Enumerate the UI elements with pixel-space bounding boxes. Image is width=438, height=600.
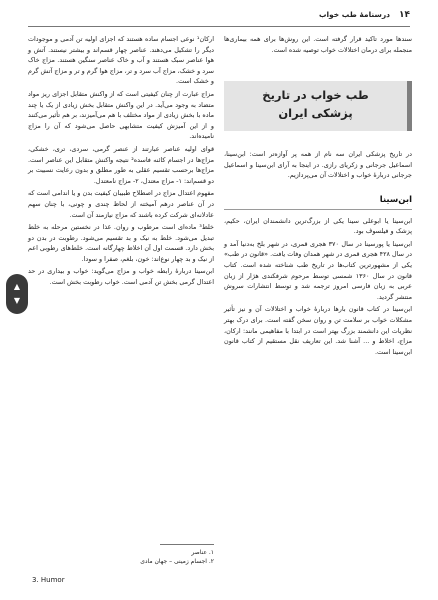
right-column (224, 34, 412, 359)
section-title-box (224, 81, 412, 131)
left-paragraph-5: خلط³ ماده‌ای است مرطوب و روان. غذا در نخستین مرحله به خلط تبدیل می‌شود. خلط به نیک و بد تقسیم می‌شود. رطوبت در بدن دو بخش دارد. قسمت اول آن اخلاط چهارگانه است. خلط‌های رطوبی اعم از نیک و بد چهار نوع‌اند: خون، بلغم، صفرا و سودا. (28, 223, 214, 263)
chevron-up-icon[interactable]: ▲ (13, 282, 21, 291)
left-paragraph-4: مفهوم اعتدال مزاج در اصطلاح طبیبان کیفیت بدن و یا اندامی است که در آن عناصر درهم آمیخته از لحاظ چندی و چونی، با چنان سهم عادلانه‌ای شرکت کرده باشند که مزاج نیازمند آن است. (28, 189, 214, 219)
header-divider (28, 26, 410, 27)
left-paragraph-6: ابن‌سینا دربارهٔ رابطه خواب و مزاج می‌گوید: خواب و بیداری در حد اعتدال گرمی بخش تن آدمی است. خواب رطوبت بخش است. (28, 267, 214, 287)
section-title-line1: طب خواب در تاریخ (262, 88, 369, 103)
intro-paragraph: سندها مورد تاکید قرار گرفته است. این روش‌ها برای همه بیماری‌ها منجمله برای درمان اختلالات خواب توصیه شده است. (224, 35, 412, 54)
subsection-heading: ابن‌سینا (379, 194, 412, 205)
subsection-paragraph-1: ابن‌سینا یا ابوعلی سینا یکی از بزرگ‌ترین دانشمندان ایران، حکیم، پزشک و فیلسوف بود. (224, 216, 412, 236)
footnote-3: 3. Humor (32, 576, 65, 584)
section-title-line2: پزشکی ایران (278, 106, 353, 121)
page-number: ۱۴ (399, 10, 410, 20)
subsection-divider (224, 209, 412, 210)
subsection-paragraph-3: ابن‌سینا در کتاب قانون بارها دربارهٔ خواب و اختلالات آن و نیز تأثیر مشکلات خواب بر سلامت تن و روان سخن گفته است. برای درک بهتر نظریات این دانشمند بزرگ بهتر است در ابتدا با مفاهیمی مانند: ارکان، مزاج، اخلاط و ... آشنا شد. این تعاریف نقل مستقیم از کتاب قانون ابن‌سینا است. (224, 305, 412, 356)
left-paragraph-3: قوای اولیه عناصر عبارتند از عنصر گرمی، سردی، تری، خشکی، مزاج‌ها در اجسام کائنه فاسده² نتیجه واکنش متقابل این عناصر است. مزاج‌ها برحسب تقسیم عقلی به طور مطلق و بدون رعایت نسبیت بر دو قسم‌اند: ۱- مزاج معتدل، ۲- مزاج نامعتدل. (28, 144, 214, 185)
footnote-2: ۲. اجسام زمینی – جهان مادی (140, 558, 214, 565)
page-scroll-control (6, 274, 28, 314)
left-paragraph-1: ارکان¹ نوعی اجسام ساده هستند که اجزای اولیه تن آدمی و موجودات دیگر را تشکیل می‌دهند. عناصر چهار قسم‌اند و بیشتر نیستند. آتش و هوا عناصر سبک هستند و آب و خاک عناصر سنگین هستند. مزاج خاک سرد و خشک، مزاج آب سرد و تر، مزاج هوا گرم و تر و مزاج آتش گرم و خشک است. (28, 35, 214, 86)
footnote-divider (160, 544, 214, 545)
running-header: درسنامهٔ طب خواب (318, 10, 390, 19)
left-paragraph-2: مزاج عبارت از چنان کیفیتی است که از واکنش متقابل اجزای ریز مواد متضاد به وجود می‌آید. در این واکنش متقابل بخش زیادی از یک یا چند ماده با بخش زیادی از مواد مختلف با هم می‌آمیزند، بر هم تأثیر می‌کنند و از این آمیزش کیفیت متشابهی حاصل می‌شود که آن را مزاج نامیده‌اند. (28, 89, 214, 141)
footnote-1: ۱. عناصر (191, 549, 214, 556)
chevron-down-icon[interactable]: ▼ (13, 296, 21, 305)
left-column (28, 34, 214, 290)
subsection-paragraph-2: ابن‌سینا یا پورسینا در سال ۳۷۰ هجری قمری، در شهر بلخ به‌دنیا آمد و در سال ۴۲۸ هجری قمری در شهر همدان وفات یافت. «قانون در طب» یکی از مشهورترین کتاب‌ها در تاریخ طب شناخته شده است. کتاب قانون در سال ۱۳۶۰ شمسی توسط مرحوم شرفکندی هژار از زبان عربی به زبان فارسی امروز ترجمه شد و توسط انتشارات سروش منتشر گردید. (224, 239, 412, 301)
section-paragraph: در تاریخ پزشکی ایران سه نام از همه پر آوازه‌تر است: ابن‌سینا، اسماعیل جرجانی و زکریای رازی. در اینجا به آرای ابن‌سینا و اسماعیل جرجانی دربارهٔ خواب و اختلالات آن می‌پردازیم. (224, 150, 412, 180)
